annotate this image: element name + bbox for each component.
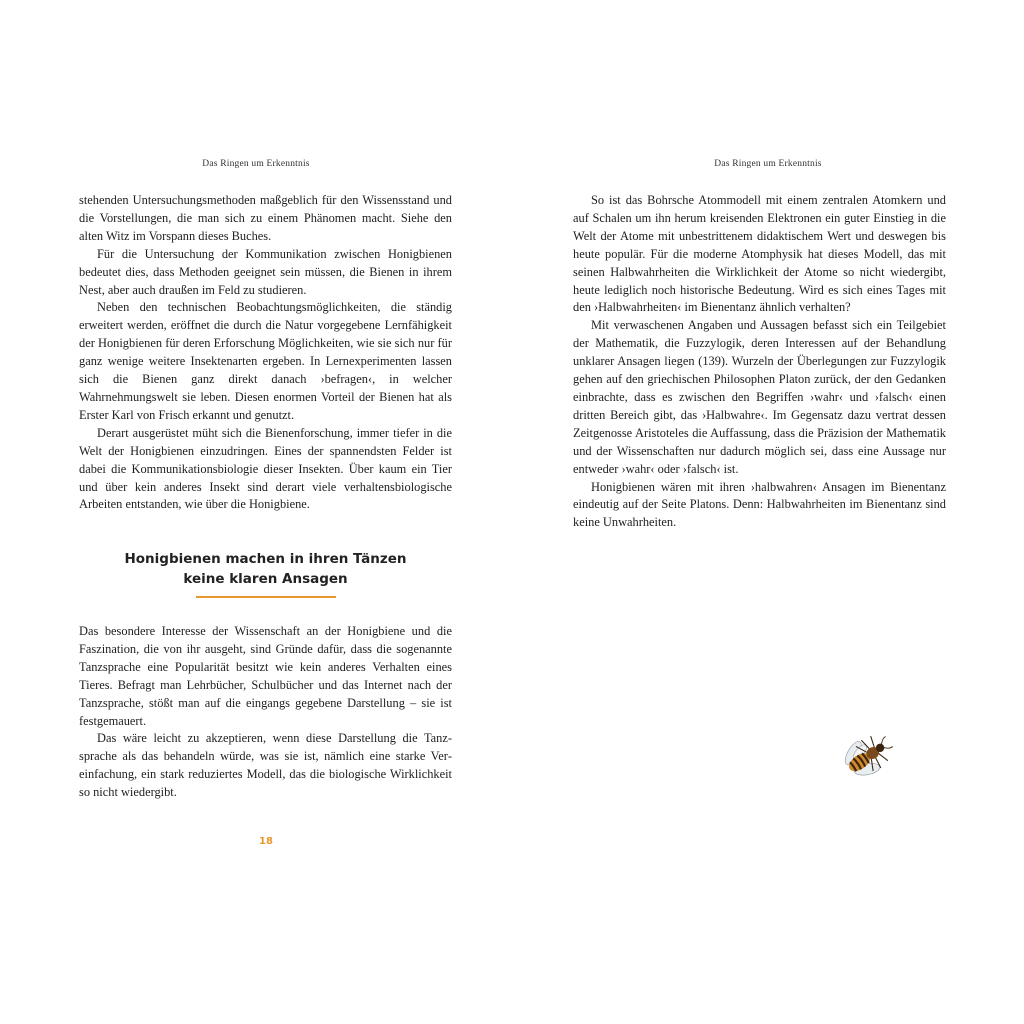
paragraph: Für die Untersuchung der Kommunikation zwischen Honigbienen bedeutet dies, dass Methoden geeignet sein müssen, die Bienen in ihrem Nest, aber auch draußen im Feld zu studieren. [79,246,452,297]
body-text-block [573,192,946,532]
section-heading-line: Honigbienen machen in ihren Tänzen [124,551,407,567]
right-page [512,0,1024,1024]
body-text-block [79,192,452,514]
paragraph: Das wäre leicht zu akzeptieren, wenn diese Darstellung die Tanzsprache als das behandeln würde, was sie ist, nämlich eine starke Vereinfachung, ein stark reduziertes Modell, das die biologische Wirklichkeit so nicht wiedergibt. [79,731,452,800]
bee-illustration [834,724,900,790]
section-heading-line: keine klaren Ansagen [183,571,348,587]
heading-underline [196,596,336,598]
paragraph: Neben den technischen Beobachtungsmöglichkeiten, die ständig erweitert werden, eröffnet die durch die Natur vorgegebene Lernfähigkeit der Honigbienen für deren Erforschung Möglichkeiten, wie sie sich nur für ganz wenige weitere Insektenarten ergeben. In Lernexperimenten lassen sich die Bienen ganz direkt danach ›befragen‹, in welcher Wahrnehmungswelt sie leben. Diesen enormen Vorteil der Bienen hat als Erster Karl von Frisch erkannt und genutzt. [79,300,452,422]
running-head: Das Ringen um Erkenntnis [714,159,822,169]
section-heading [79,549,452,589]
paragraph: Honigbienen wären mit ihren ›halbwahren‹ Ansagen im Bienentanz eindeutig auf der Seite Platons. Denn: Halbwahrheiten im Bienentanz sind keine Unwahrheiten. [573,479,946,530]
page-number: 18 [259,836,273,847]
paragraph: stehenden Untersuchungsmethoden maßgeblich für den Wissensstand und die Vorstellungen, die man sich zu einem Phänomen macht. Siehe den alten Witz im Vorspann dieses Buches. [79,193,452,243]
paragraph: Mit verwaschenen Angaben und Aussagen befasst sich ein Teilgebiet der Mathematik, die Fuzzylogik, deren Interessen auf der Behandlung unklarer Ansagen liegen (139). Wurzeln der Überlegungen zur Fuzzylogik gehen auf den griechischen Philosophen Platon zurück, der den Gedanken einbrachte, dass es zwischen den Begriffen ›wahr‹ und ›falsch‹ einen dritten Bereich gibt, das ›Halbwahre‹. Im Gegensatz dazu vertrat dessen Zeitgenosse Aristoteles die Auffassung, dass die Präzision der Mathematik und der Wissenschaften nur dadurch möglich sei, dass eine Aussage nur entweder ›wahr‹ oder ›falsch‹ ist. [573,318,946,476]
paragraph: Das besondere Interesse der Wissenschaft an der Honigbiene und die Faszination, die von ihr ausgeht, sind Gründe dafür, dass die sogenannte Tanzsprache eine Popularität besitzt wie kein anderes Verhalten eines Tieres. Befragt man Lehrbücher, Schulbücher und das Internet nach der Tanzsprache, stößt man auf die eingangs gegebene Darstellung – sie ist festgemauert. [79,624,452,728]
paragraph: Derart ausgerüstet müht sich die Bienenforschung, immer tiefer in die Welt der Honigbienen einzudringen. Eines der spannendsten Felder ist dabei die Kommunikationsbiologie dieser Insekten. Über kaum ein Tier und über kein anderes Insekt sind derart viele verhaltensbiologische Arbeiten entstanden, wie über die Honigbiene. [79,425,452,512]
paragraph: So ist das Bohrsche Atommodell mit einem zentralen Atomkern und auf Schalen um ihn herum kreisenden Elektronen ein guter Einstieg in die Welt der Atome mit unbestrittenem didaktischem Wert und deswegen bis heute populär. Für die moderne Atomphysik hat dieses Modell, das mit seinen Halbwahrheiten die Wirklichkeit der Atome so nicht wiedergibt, heute lediglich noch historische Bedeutung. Wird es sich eines Tages mit den ›Halbwahrheiten‹ im Bienentanz ähnlich verhalten? [573,193,946,315]
running-head: Das Ringen um Erkenntnis [202,159,310,169]
body-text-block [79,623,452,802]
